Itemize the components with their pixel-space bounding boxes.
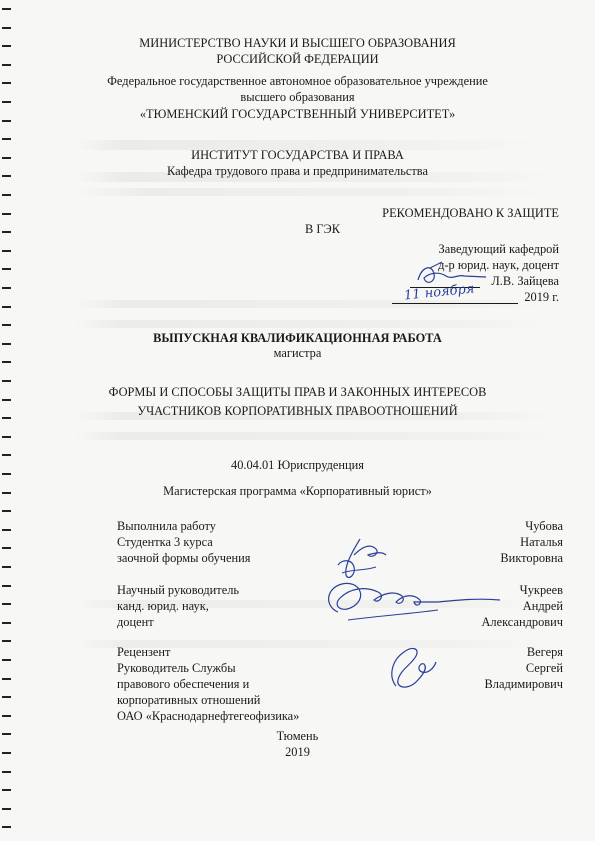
author-role-3: заочной формы обучения — [117, 551, 251, 565]
binding-hole — [2, 640, 11, 642]
binding-hole — [2, 696, 11, 698]
recommended-label: РЕКОМЕНДОВАНО К ЗАЩИТЕ — [382, 206, 559, 220]
supervisor-patronymic: Александрович — [481, 615, 563, 629]
approval-year: 2019 г. — [524, 290, 559, 304]
work-level: магистра — [273, 346, 322, 360]
binding-hole — [2, 808, 11, 810]
binding-hole — [2, 826, 11, 828]
reviewer-signature-icon — [382, 640, 442, 696]
reviewer-role-5: ОАО «Краснодарнефтегеофизика» — [117, 709, 300, 723]
binding-hole — [2, 138, 11, 140]
work-title-line-2: УЧАСТНИКОВ КОРПОРАТИВНЫХ ПРАВООТНОШЕНИЙ — [137, 404, 458, 418]
footer-year: 2019 — [285, 745, 310, 759]
handwritten-date: 11 ноября — [403, 281, 476, 304]
head-degree: д-р юрид. наук, доцент — [438, 258, 559, 272]
supervisor-name: Андрей — [522, 599, 563, 613]
binding-hole — [2, 473, 11, 475]
supervisor-role-1: Научный руководитель — [117, 583, 240, 597]
binding-hole — [2, 678, 11, 680]
reviewer-role-3: правового обеспечения и — [117, 677, 250, 691]
author-role-1: Выполнила работу — [117, 519, 216, 533]
author-role-2: Студентка 3 курса — [117, 535, 213, 549]
head-name: Л.В. Зайцева — [491, 274, 559, 288]
university-name: «ТЮМЕНСКИЙ ГОСУДАРСТВЕННЫЙ УНИВЕРСИТЕТ» — [139, 107, 456, 121]
master-program: Магистерская программа «Корпоративный юрист» — [163, 484, 432, 498]
head-title: Заведующий кафедрой — [438, 242, 559, 256]
binding-hole — [2, 659, 11, 661]
binding-hole — [2, 436, 11, 438]
reviewer-surname: Вегеря — [526, 645, 563, 659]
institution-line-1: Федеральное государственное автономное образовательное учреждение — [107, 74, 488, 88]
binding-hole — [2, 566, 11, 568]
binding-hole — [2, 603, 11, 605]
binding-hole — [2, 194, 11, 196]
supervisor-role-2: канд. юрид. наук, — [117, 599, 209, 613]
specialty-code: 40.04.01 Юриспруденция — [231, 458, 364, 472]
institution-line-2: высшего образования — [240, 90, 355, 104]
binding-hole — [2, 454, 11, 456]
ministry-line-1: МИНИСТЕРСТВО НАУКИ И ВЫСШЕГО ОБРАЗОВАНИЯ — [139, 36, 456, 50]
binding-hole — [2, 510, 11, 512]
binding-hole — [2, 27, 11, 29]
binding-hole — [2, 547, 11, 549]
binding-hole — [2, 287, 11, 289]
ministry-line-2: РОССИЙСКОЙ ФЕДЕРАЦИИ — [216, 52, 379, 66]
institute-name: ИНСТИТУТ ГОСУДАРСТВА И ПРАВА — [191, 148, 404, 162]
binding-hole — [2, 231, 11, 233]
reviewer-role-2: Руководитель Службы — [117, 661, 236, 675]
city: Тюмень — [276, 729, 319, 743]
author-surname: Чубова — [525, 519, 563, 533]
author-patronymic: Викторовна — [500, 551, 563, 565]
binding-hole — [2, 213, 11, 215]
binding-hole — [2, 529, 11, 531]
reviewer-patronymic: Владимирович — [484, 677, 563, 691]
work-type: ВЫПУСКНАЯ КВАЛИФИКАЦИОННАЯ РАБОТА — [153, 331, 442, 345]
work-title-line-1: ФОРМЫ И СПОСОБЫ ЗАЩИТЫ ПРАВ И ЗАКОННЫХ ИНТЕРЕСОВ — [108, 385, 487, 399]
binding-marks — [0, 0, 14, 841]
supervisor-role-3: доцент — [117, 615, 154, 629]
binding-hole — [2, 399, 11, 401]
binding-hole — [2, 771, 11, 773]
binding-hole — [2, 789, 11, 791]
reviewer-role-1: Рецензент — [117, 645, 171, 659]
binding-hole — [2, 715, 11, 717]
department-name: Кафедра трудового права и предпринимательства — [167, 164, 428, 178]
binding-hole — [2, 268, 11, 270]
approval-date-line — [392, 303, 518, 304]
binding-hole — [2, 361, 11, 363]
binding-hole — [2, 622, 11, 624]
supervisor-surname: Чукреев — [519, 583, 563, 597]
supervisor-signature-icon — [318, 572, 518, 632]
binding-hole — [2, 250, 11, 252]
reviewer-name: Сергей — [525, 661, 563, 675]
reviewer-role-4: корпоративных отношений — [117, 693, 261, 707]
binding-hole — [2, 8, 11, 10]
binding-hole — [2, 324, 11, 326]
binding-hole — [2, 585, 11, 587]
author-name: Наталья — [520, 535, 563, 549]
binding-hole — [2, 380, 11, 382]
gek-label: В ГЭК — [305, 222, 340, 236]
binding-hole — [2, 306, 11, 308]
